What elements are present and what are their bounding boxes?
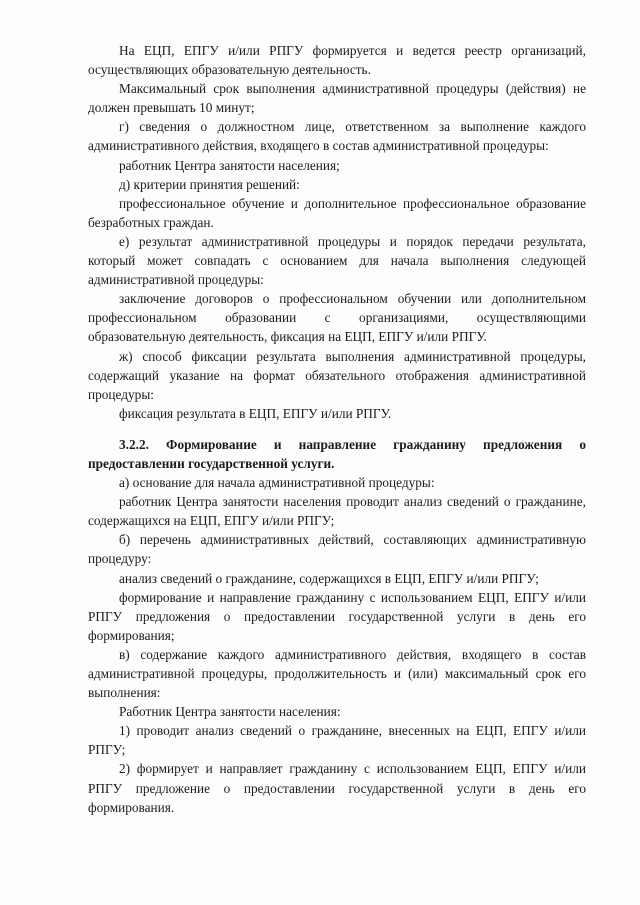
paragraph: д) критерии принятия решений:: [119, 176, 300, 192]
paragraph: б) перечень административных действий, составляющих административную процедуру:: [88, 532, 586, 567]
paragraph: а) основание для начала административной процедуры:: [119, 475, 435, 491]
paragraph: работник Центра занятости населения;: [119, 157, 340, 173]
paragraph: На ЕЦП, ЕПГУ и/или РПГУ формируется и ведется реестр организаций, осуществляющих образовательную деятельность.: [88, 43, 586, 78]
paragraph: е) результат административной процедуры и порядок передачи результата, который может совпадать с основанием для начала выполнения следующей административной процедуры:: [88, 233, 586, 288]
paragraph: г) сведения о должностном лице, ответственном за выполнение каждого административного действия, входящего в состав административной процедуры:: [88, 119, 586, 154]
paragraph: ж) способ фиксации результата выполнения административной процедуры, содержащий указание на формат обязательного отображения административной процедуры:: [88, 348, 586, 402]
paragraph: в) содержание каждого административного действия, входящего в состав административной процедуры, продолжительность и (или) максимальный срок его выполнения:: [88, 646, 586, 701]
paragraph: 1) проводит анализ сведений о гражданине, внесенных на ЕЦП, ЕПГУ и/или РПГУ;: [88, 723, 586, 758]
paragraph: Максимальный срок выполнения административной процедуры (действия) не должен превышать 10 минут;: [88, 81, 586, 116]
section-heading: 3.2.2. Формирование и направление гражданину предложения о предоставлении государственной услуги.: [88, 436, 586, 471]
paragraph: Работник Центра занятости населения:: [119, 704, 341, 720]
paragraph: формирование и направление гражданину с использованием ЕЦП, ЕПГУ и/или РПГУ предложения о предоставлении государственной услуги в день его формирования;: [88, 589, 586, 643]
paragraph: профессиональное обучение и дополнительное профессиональное образование безработных граждан.: [88, 195, 586, 230]
document-body: [88, 41, 586, 817]
paragraph: работник Центра занятости населения проводит анализ сведений о гражданине, содержащихся на ЕЦП, ЕПГУ и/или РПГУ;: [88, 494, 586, 529]
paragraph: заключение договоров о профессиональном обучении или дополнительном профессиональном образовании с организациями, осуществляющими образовательную деятельность, фиксация на ЕЦП, ЕПГУ и/или РПГУ.: [88, 291, 586, 345]
paragraph: анализ сведений о гражданине, содержащихся в ЕЦП, ЕПГУ и/или РПГУ;: [119, 570, 539, 586]
paragraph: фиксация результата в ЕЦП, ЕПГУ и/или РПГУ.: [119, 405, 392, 421]
paragraph: 2) формирует и направляет гражданину с использованием ЕЦП, ЕПГУ и/или РПГУ предложение о предоставлении государственной услуги в день его формирования.: [88, 761, 586, 815]
